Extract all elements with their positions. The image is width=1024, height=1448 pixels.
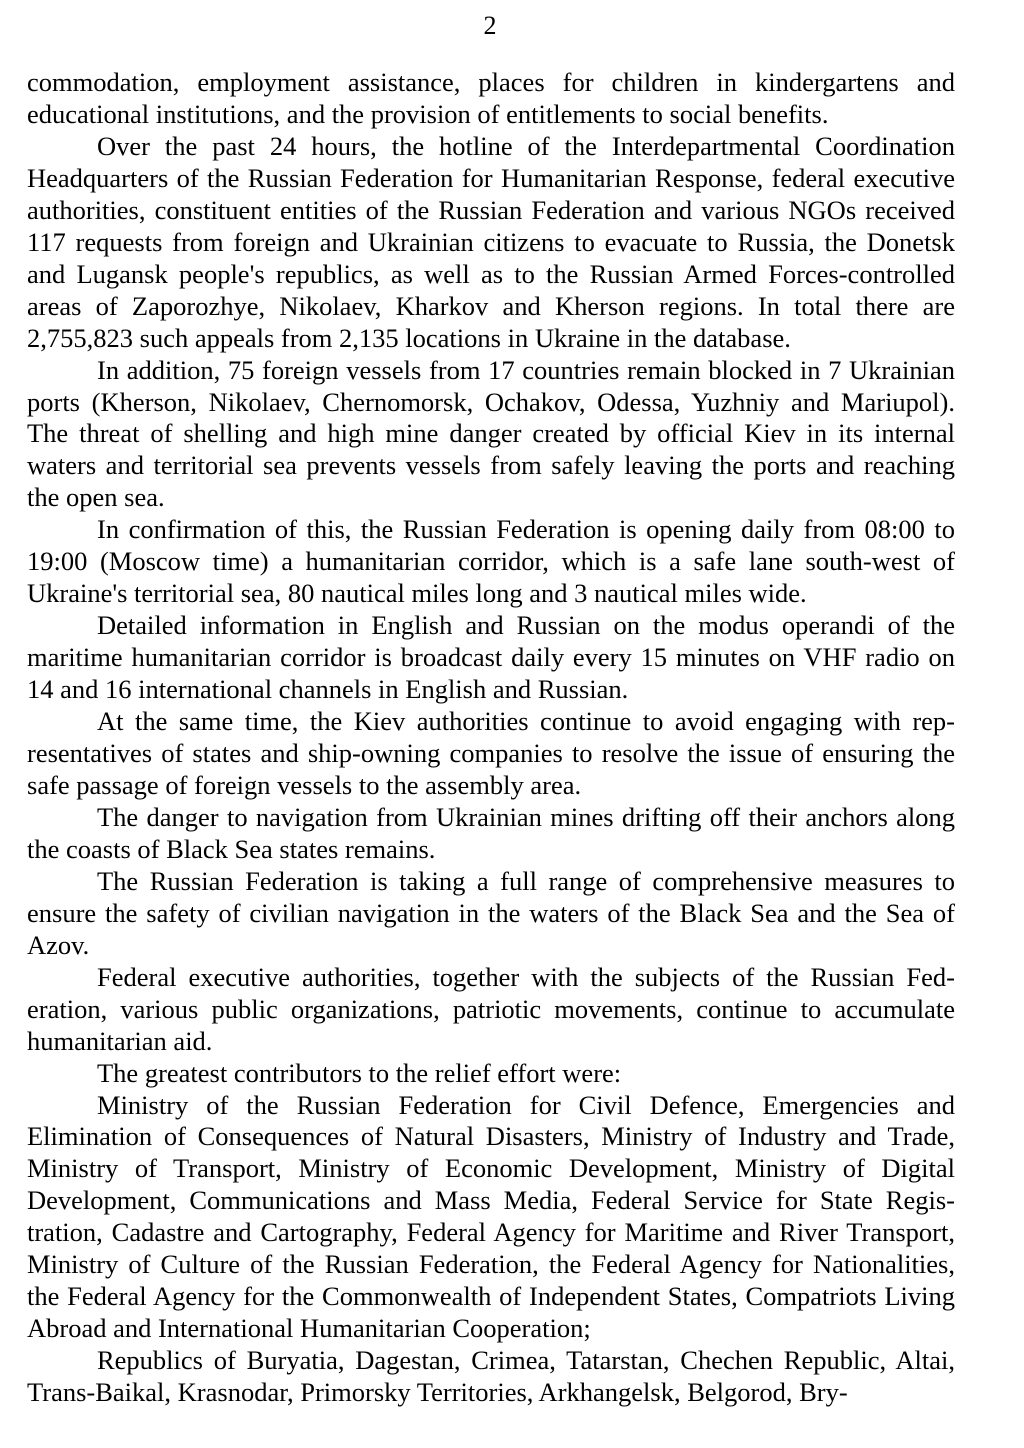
paragraph-vhf-broadcast: Detailed information in English and Russian on the modus operandi of the maritime humanitarian corridor is broadcast daily every 15 minutes on VHF radio on 14 and 16 international channels in English and Russian.	[27, 610, 955, 705]
document-body	[27, 67, 955, 1409]
paragraph-humanitarian-corridor: In confirmation of this, the Russian Federation is opening daily from 08:00 to 19:00 (Moscow time) a humanitarian corridor, which is a safe lane south-west of Ukraine's territorial sea, 80 nautical miles long and 3 nautical miles wide.	[27, 514, 955, 609]
paragraph-republics-list: Republics of Buryatia, Dagestan, Crimea, Tatarstan, Chechen Republic, Altai, Trans-Baikal, Krasnodar, Primorsky Territories, Arkhangelsk, Belgorod, Bry-	[27, 1345, 955, 1408]
paragraph-contributors-intro: The greatest contributors to the relief effort were:	[97, 1057, 622, 1088]
paragraph-hotline-requests: Over the past 24 hours, the hotline of the Interdepartmental Coordination Headquarters of the Russian Federation for Humanitarian Response, federal executive authorities, constituent entities of the Russian Federation and various NGOs received 117 requests from foreign and Ukrainian citizens to evacuate to Russia, the Donetsk and Lugansk people's republics, as well as to the Russian Armed Forces-controlled areas of Zaporozhye, Nikolaev, Kharkov and Kherson regions. In total there are 2,755,823 such appeals from 2,135 locations in Ukraine in the database.	[27, 130, 955, 353]
paragraph-navigation-safety: The Russian Federation is taking a full range of comprehensive measures to ensure the safety of civilian navigation in the waters of the Black Sea and the Sea of Azov.	[27, 865, 955, 960]
paragraph-continuation: commodation, employment assistance, places for children in kindergartens and educational institutions, and the provision of entitlements to social benefits.	[27, 67, 955, 129]
paragraph-drifting-mines: The danger to navigation from Ukrainian mines drifting off their anchors along the coasts of Black Sea states remains.	[27, 801, 955, 864]
page-number: 2	[483, 11, 497, 40]
paragraph-humanitarian-aid: Federal executive authorities, together with the subjects of the Russian Federation, various public organizations, patriotic movements, continue to accumulate humanitarian aid.	[27, 961, 955, 1056]
paragraph-ministries-list: Ministry of the Russian Federation for Civil Defence, Emergencies and Elimination of Consequences of Natural Disasters, Ministry of Industry and Trade, Ministry of Transport, Ministry of Economic Development, Ministry of Digital Development, Communications and Mass Media, Federal Service for State Registration, Cadastre and Cartography, Federal Agency for Maritime and River Transport, Ministry of Culture of the Russian Federation, the Federal Agency for Nationalities, the Federal Agency for the Commonwealth of Independent States, Compatriots Living Abroad and International Humanitarian Cooperation;	[27, 1089, 955, 1344]
paragraph-blocked-vessels: In addition, 75 foreign vessels from 17 countries remain blocked in 7 Ukrainian ports (Kherson, Nikolaev, Chernomorsk, Ochakov, Odessa, Yuzhniy and Mariupol). The threat of shelling and high mine danger created by official Kiev in its internal waters and territorial sea prevents vessels from safely leaving the ports and reaching the open sea.	[27, 354, 955, 513]
paragraph-kiev-authorities: At the same time, the Kiev authorities continue to avoid engaging with representatives of states and ship-owning companies to resolve the issue of ensuring the safe passage of foreign vessels to the assembly area.	[27, 706, 955, 800]
